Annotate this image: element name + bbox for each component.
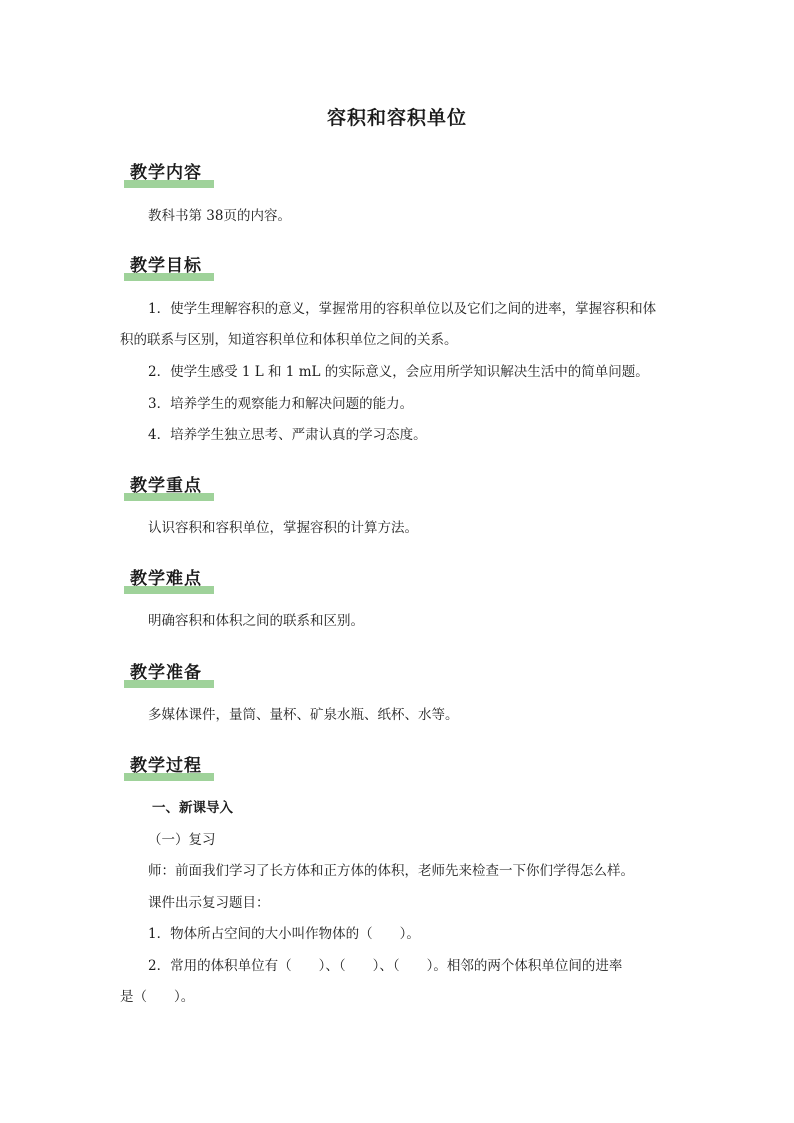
heading-text: 教学内容 [130,163,202,183]
process-question-2-line-2: 是（ ）。 [120,989,195,1005]
process-sub-1: （一）复习 [148,832,216,848]
process-question-1: 1．物体所占空间的大小叫作物体的（ ）。 [148,926,420,942]
process-question-2-line-1: 2．常用的体积单位有（ ）、（ ）、（ ）。相邻的两个体积单位间的进率 [148,958,623,974]
section-heading-goals [124,255,202,281]
process-courseware-line: 课件出示复习题目： [148,895,270,911]
goal-item-3: 3．培养学生的观察能力和解决问题的能力。 [148,396,414,412]
heading-text: 教学目标 [130,256,202,276]
prep-text: 多媒体课件，量筒、量杯、矿泉水瓶、纸杯、水等。 [148,707,459,723]
goal-item-1-line-1: 1．使学生理解容积的意义，掌握常用的容积单位以及它们之间的进率，掌握容积和体 [148,301,657,317]
section-heading-content [124,162,202,188]
heading-text: 教学过程 [130,756,202,776]
goal-item-1-line-2: 积的联系与区别，知道容积单位和体积单位之间的关系。 [120,332,458,348]
section-heading-key [124,475,202,501]
section-heading-prep [124,662,202,688]
heading-text: 教学难点 [130,569,202,589]
heading-text: 教学准备 [130,663,202,683]
content-text: 教科书第 38页的内容。 [148,208,291,224]
difficulty-text: 明确容积和体积之间的联系和区别。 [148,613,364,629]
goal-item-2: 2．使学生感受 1 L 和 1 mL 的实际意义，会应用所学知识解决生活中的简单问题。 [148,364,649,380]
key-text: 认识容积和容积单位，掌握容积的计算方法。 [148,520,418,536]
document-title: 容积和容积单位 [326,107,467,129]
process-part-1: 一、新课导入 [152,800,233,816]
heading-text: 教学重点 [130,476,202,496]
goal-item-4: 4．培养学生独立思考、严肃认真的学习态度。 [148,427,427,443]
section-heading-process [124,755,202,781]
section-heading-difficulty [124,568,202,594]
process-teacher-line: 师：前面我们学习了长方体和正方体的体积，老师先来检查一下你们学得怎么样。 [148,863,634,879]
